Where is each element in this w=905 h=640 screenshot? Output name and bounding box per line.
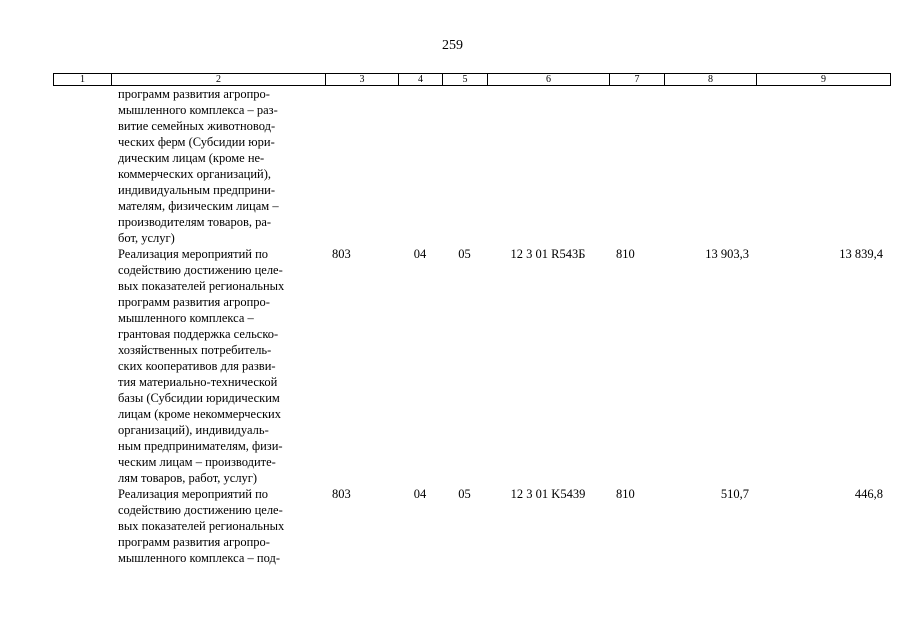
subsection-code: 05 [458, 487, 471, 501]
column-number-8: 8 [665, 74, 757, 86]
empty-cell [53, 86, 111, 246]
column-number-5: 5 [443, 74, 488, 86]
column-number-9: 9 [757, 74, 891, 86]
amount-2: 13 839,4 [839, 247, 883, 261]
expense-type-code: 810 [616, 247, 635, 261]
row-description: Реализация мероприятий по содействию достижению целе- вых показателей региональных программ развития агропро- мышленного комплекса – грантовая поддержка сельско- хозяйственных потребитель- ских кооперативов для разви- тия материально-технической базы (Субсидии юридическим лицам (кроме некоммерческих организаций), индивидуаль- ным предпринимателям, физи- ческим лицам – производите- лям товаров, работ, услуг) [118, 247, 285, 485]
ministry-code: 803 [332, 247, 351, 261]
amount-1 [664, 86, 756, 246]
table-row [53, 486, 890, 566]
column-number-1: 1 [54, 74, 112, 86]
column-number-7: 7 [610, 74, 665, 86]
expense-type-code: 810 [616, 487, 635, 501]
column-number-4: 4 [399, 74, 443, 86]
target-article-code: 12 3 01 K5439 [510, 487, 586, 501]
column-number-row [54, 74, 891, 86]
section-code [398, 86, 442, 246]
table-row [53, 246, 890, 486]
amount-1: 13 903,3 [705, 247, 749, 261]
expense-type-code [609, 86, 664, 246]
column-number-2: 2 [112, 74, 326, 86]
section-code: 04 [413, 487, 427, 501]
subsection-code: 05 [458, 247, 471, 261]
row-description: программ развития агропро- мышленного комплекса – раз- витие семейных животновод- ческих ферм (Субсидии юри- дическим лицам (кроме не- коммерческих организаций), индивидуальным предприни- мателям, физическим лицам – производителям товаров, ра- бот, услуг) [118, 87, 279, 245]
empty-cell [53, 486, 111, 566]
amount-2: 446,8 [854, 487, 883, 501]
column-number-6: 6 [488, 74, 610, 86]
ministry-code: 803 [332, 487, 351, 501]
amount-2 [756, 86, 890, 246]
empty-cell [53, 246, 111, 486]
page-number: 259 [442, 38, 463, 53]
target-article-code: 12 3 01 R543Б [510, 247, 586, 261]
target-article-code [487, 86, 609, 246]
section-code: 04 [413, 247, 427, 261]
table-row [53, 86, 890, 246]
budget-table [53, 86, 890, 566]
amount-1: 510,7 [720, 487, 749, 501]
column-number-header [53, 73, 891, 86]
ministry-code [325, 86, 398, 246]
row-description: Реализация мероприятий по содействию достижению целе- вых показателей региональных программ развития агропро- мышленного комплекса – под- [118, 487, 285, 565]
column-number-3: 3 [326, 74, 399, 86]
subsection-code [442, 86, 487, 246]
